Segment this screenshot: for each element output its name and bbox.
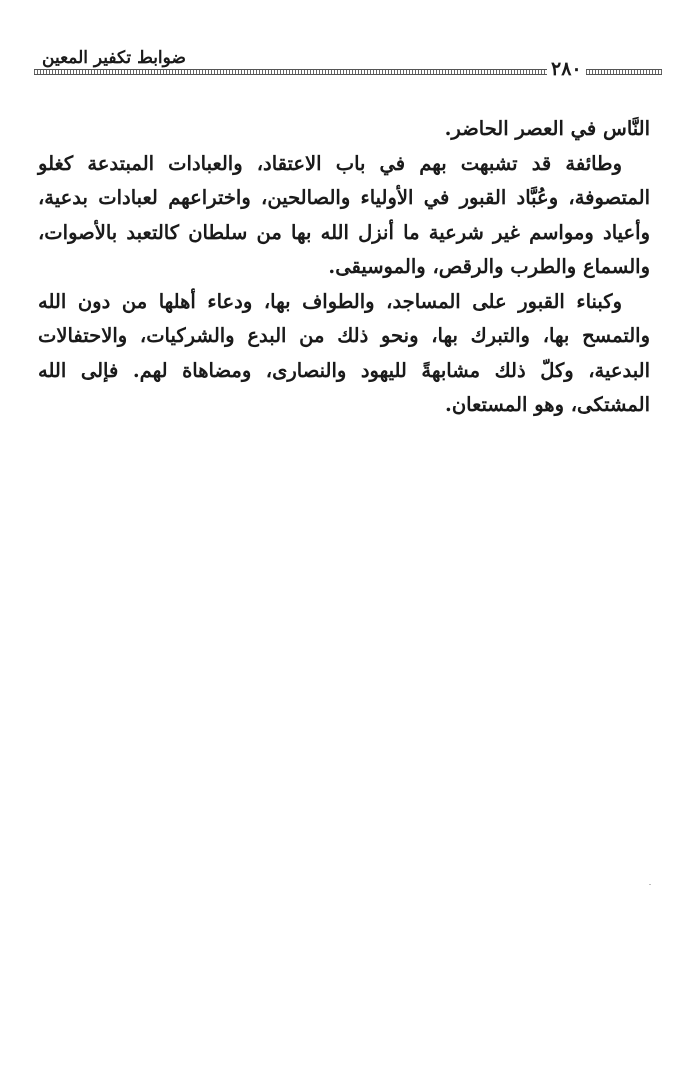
- page-header: [34, 44, 662, 84]
- paragraph-1: النَّاس في العصر الحاضر.: [444, 117, 650, 140]
- paragraph-2: وطائفة قد تشبهت بهم في باب الاعتقاد، والعبادات المبتدعة كغلو المتصوفة، وعُبَّاد القبور في الأولياء والصالحين، واختراعهم لعبادات بدعية، وأعياد ومواسم غير شرعية ما أنزل الله بها من سلطان كالتعبد بالأصوات، والسماع والطرب والرقص، والموسيقى.: [38, 151, 650, 278]
- body-text: [38, 112, 650, 423]
- page-number: ٢٨٠: [547, 58, 586, 80]
- running-title: ضوابط تكفير المعين: [42, 48, 186, 68]
- scan-speck: [649, 884, 651, 885]
- paragraph-3: وكبناء القبور على المساجد، والطواف بها، ودعاء أهلها من دون الله والتمسح بها، والتبرك بها، ونحو ذلك من البدع والشركيات، والاحتفالات البدعية، وكلّ ذلك مشابهةً لليهود والنصارى، ومضاهاة لهم. فإلى الله المشتكى، وهو المستعان.: [38, 289, 650, 416]
